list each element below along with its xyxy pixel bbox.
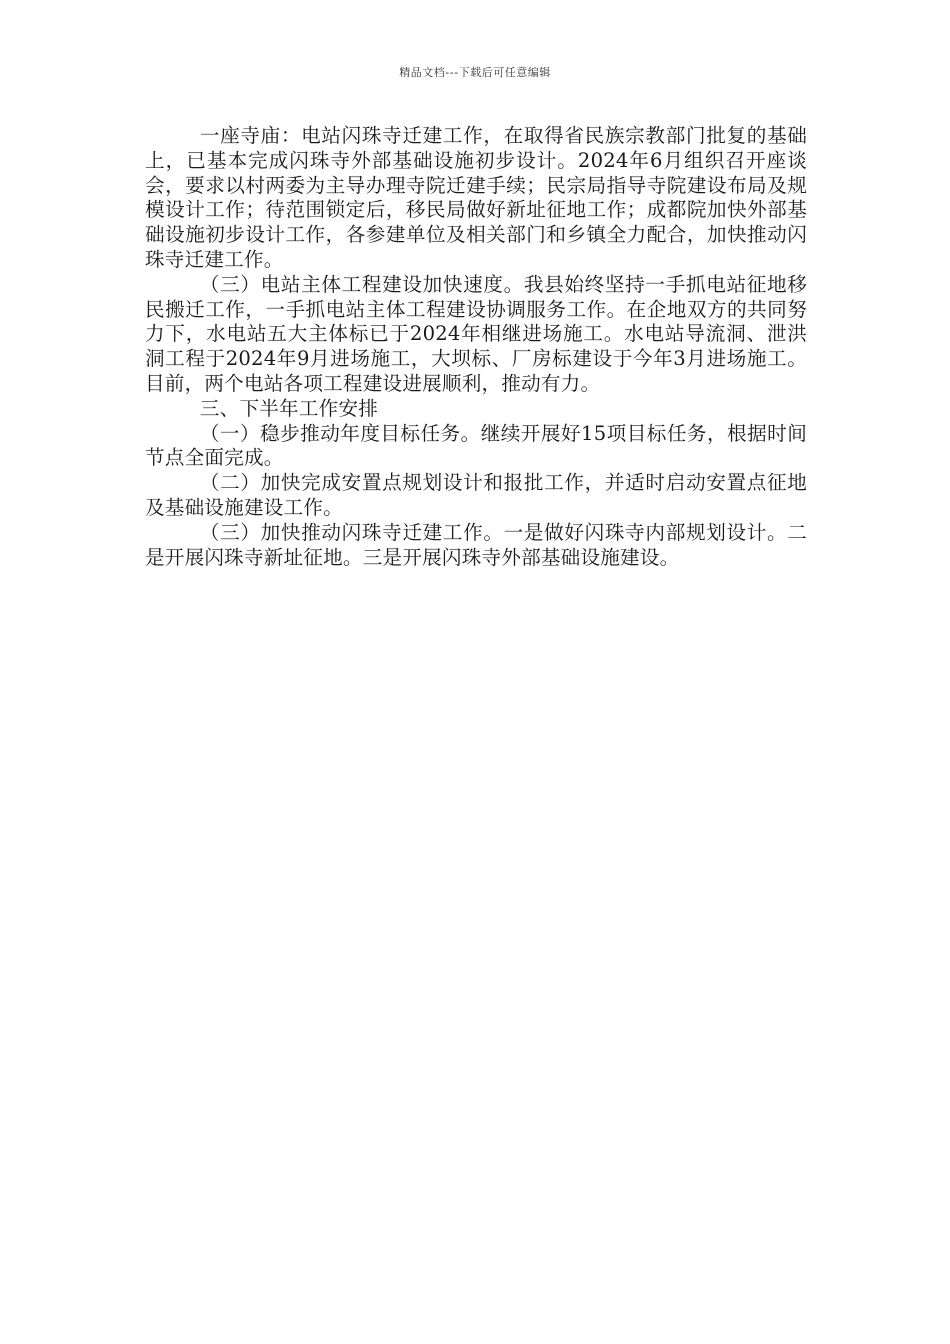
paragraph-plan-3: （三）加快推动闪珠寺迁建工作。一是做好闪珠寺内部规划设计。二是开展闪珠寺新址征地。三是开展闪珠寺外部基础设施建设。 <box>145 520 807 569</box>
paragraph-main-works: （三）电站主体工程建设加快速度。我县始终坚持一手抓电站征地移民搬迁工作，一手抓电站主体工程建设协调服务工作。在企地双方的共同努力下，水电站五大主体标已于2024年相继进场施工。水电站导流洞、泄洪洞工程于2024年9月进场施工，大坝标、厂房标建设于今年3月进场施工。目前，两个电站各项工程建设进展顺利，推动有力。 <box>145 272 807 395</box>
page-header: 精品文档---下载后可任意编辑 <box>399 66 551 79</box>
document-body <box>145 124 807 570</box>
paragraph-temple: 一座寺庙：电站闪珠寺迁建工作，在取得省民族宗教部门批复的基础上，已基本完成闪珠寺外部基础设施初步设计。2024年6月组织召开座谈会，要求以村两委为主导办理寺院迁建手续；民宗局指导寺院建设布局及规模设计工作；待范围锁定后，移民局做好新址征地工作；成都院加快外部基础设施初步设计工作，各参建单位及相关部门和乡镇全力配合，加快推动闪珠寺迁建工作。 <box>145 124 807 271</box>
section-heading: 三、下半年工作安排 <box>199 396 379 420</box>
paragraph-plan-2: （二）加快完成安置点规划设计和报批工作，并适时启动安置点征地及基础设施建设工作。 <box>145 471 807 519</box>
paragraph-plan-1: （一）稳步推动年度目标任务。继续开展好15项目标任务，根据时间节点全面完成。 <box>145 421 807 470</box>
